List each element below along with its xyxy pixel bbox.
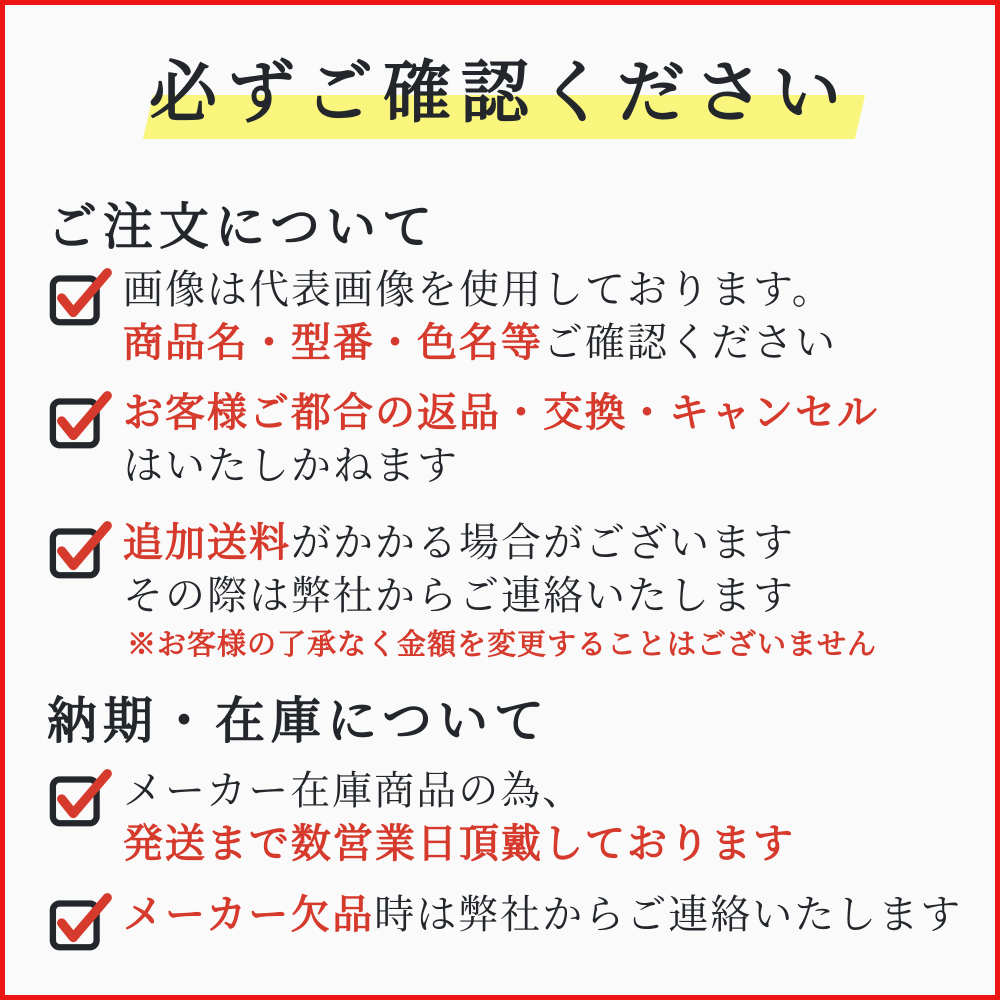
item-text-line — [123, 764, 795, 817]
item-text — [123, 888, 962, 941]
item-text-line — [123, 386, 879, 439]
checkbox-checked-icon — [49, 890, 117, 952]
checklist-item-maker-shortage — [49, 888, 962, 952]
item-text-line — [123, 439, 879, 492]
text-segment-emphasis: 追加送料 — [123, 520, 291, 565]
item-text-line — [123, 263, 837, 316]
item-text-line — [123, 516, 877, 569]
text-segment-note: ※お客様の了承なく金額を変更することはございません — [127, 629, 878, 661]
text-segment: その際は弊社からご連絡いたします — [123, 573, 795, 618]
checkbox-checked-icon — [49, 265, 117, 327]
text-segment-emphasis: 発送まで数営業日頂戴しております — [123, 821, 795, 866]
notice-header — [5, 43, 995, 153]
item-text-line — [123, 888, 962, 941]
item-text — [123, 764, 795, 870]
text-segment: メーカー在庫商品の為、 — [123, 768, 585, 813]
item-text — [123, 263, 837, 369]
text-segment: はいたしかねます — [123, 443, 459, 488]
item-text-line — [123, 817, 795, 870]
checkbox-checked-icon — [49, 518, 117, 580]
item-footnote — [123, 622, 877, 668]
text-segment: 時は弊社からご連絡いたします — [374, 892, 963, 937]
text-segment-emphasis: メーカー欠品 — [123, 892, 375, 937]
text-segment: がかかる場合がございます — [291, 520, 795, 565]
item-text-line — [123, 316, 837, 369]
checklist-item-no-returns — [49, 386, 879, 492]
item-text — [123, 386, 879, 492]
text-segment-emphasis: お客様ご都合の返品・交換・キャンセル — [123, 390, 879, 435]
item-text — [123, 516, 877, 668]
text-segment: 画像は代表画像を使用しております。 — [123, 267, 834, 312]
page-title: 必ずご確認ください — [148, 55, 851, 131]
checklist-item-representative-image — [49, 263, 837, 369]
checkbox-checked-icon — [49, 766, 117, 828]
checklist-item-maker-stock — [49, 764, 795, 870]
checkbox-checked-icon — [49, 388, 117, 450]
text-segment: ご確認ください — [543, 320, 837, 365]
section-heading-order: ご注文について — [47, 199, 438, 255]
text-segment-emphasis: 商品名・型番・色名等 — [123, 320, 543, 365]
item-text-line — [123, 569, 877, 622]
section-heading-stock: 納期・在庫について — [47, 693, 550, 749]
checklist-item-extra-shipping — [49, 516, 877, 668]
